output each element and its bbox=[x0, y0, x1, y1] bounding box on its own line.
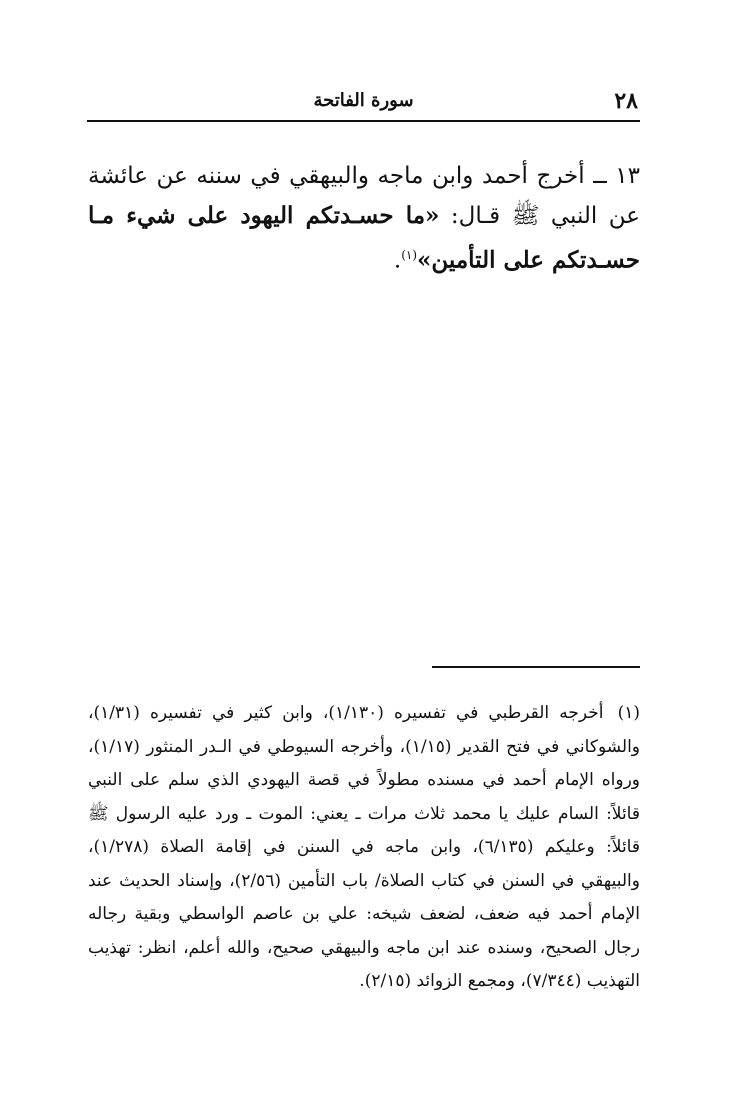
hadith-quote: «ما حسـدتكم اليهود على شيء مـا حسـدتكم على التأمين» bbox=[88, 202, 640, 274]
page-header bbox=[87, 84, 640, 122]
footnote-text: أخرجه القرطبي في تفسيره (١/١٣٠)، وابن كثير في تفسيره (١/٣١)، والشوكاني في فتح القدير (١/١٥)، وأخرجه السيوطي في الـدر المنثور (١/١٧)، ورواه الإمام أحمد في مسنده مطولاً في قصة اليهودي الذي سلم على النبي قائلاً: السام عليك يا محمد ثلاث مرات ـ يعني: الموت ـ ورد عليه الرسول ﷺ قائلاً: وعليكم (٦/١٣٥)، وابن ماجه في السنن في إقامة الصلاة (١/٢٧٨)، والبيهقي في السنن في كتاب الصلاة/ باب التأمين (٢/٥٦)، وإسناد الحديث عند الإمام أحمد فيه ضعف، لضعف شيخه: علي بن عاصم الواسطي وبقية رجاله رجال الصحيح، وسنده عند ابن ماجه والبيهقي صحيح، والله أعلم، انظر: تهذيب التهذيب (٧/٣٤٤)، ومجمع الزوائد (٢/١٥). bbox=[88, 703, 640, 991]
hadith-end-punctuation: . bbox=[393, 247, 402, 274]
hadith-paragraph bbox=[88, 157, 640, 281]
running-title: سورة الفاتحة bbox=[313, 90, 414, 111]
footnote-1 bbox=[88, 697, 640, 999]
footnote-reference[interactable]: (١) bbox=[401, 248, 418, 262]
page-number: ٢٨ bbox=[614, 88, 638, 114]
footnote-separator bbox=[432, 666, 640, 668]
hadith-intro: ١٣ ــ أخرج أحمد وابن ماجه والبيهقي في سننه عن عائشة عن النبي ﷺ قـال: bbox=[88, 163, 640, 229]
footnote-marker: (١) bbox=[617, 703, 641, 723]
